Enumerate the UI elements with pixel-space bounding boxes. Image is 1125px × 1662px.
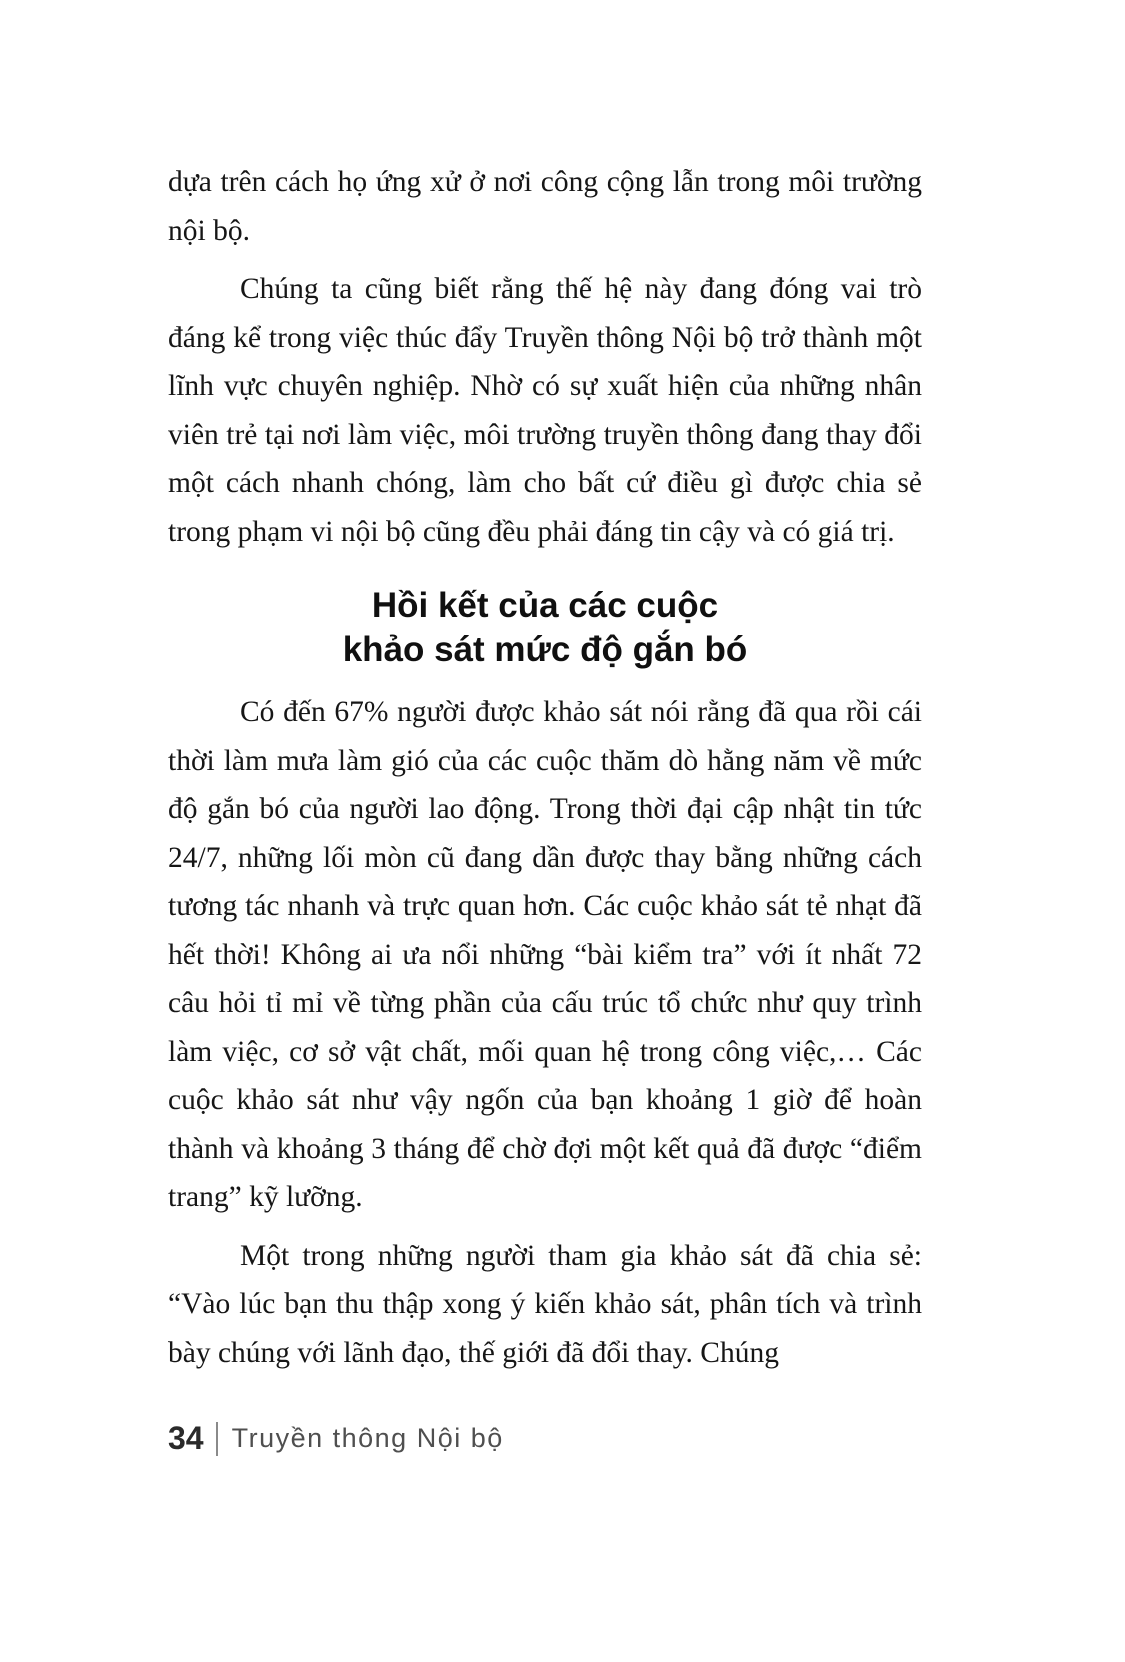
book-title: Truyền thông Nội bộ <box>231 1423 504 1453</box>
paragraph: Một trong những người tham gia khảo sát đã chia sẻ: “Vào lúc bạn thu thập xong ý kiến khảo sát, phân tích và trình bày chúng với lãnh đạo, thế giới đã đổi thay. Chúng <box>168 1239 922 1369</box>
section-heading <box>168 584 922 672</box>
section-heading-line-2: khảo sát mức độ gắn bó <box>342 630 748 669</box>
section-heading-line-1: Hồi kết của các cuộc <box>371 586 719 625</box>
paragraph: Có đến 67% người được khảo sát nói rằng đã qua rồi cái thời làm mưa làm gió của các cuộc thăm dò hằng năm về mức độ gắn bó của người lao động. Trong thời đại cập nhật tin tức 24/7, những lối mòn cũ đang dần được thay bằng những cách tương tác nhanh và trực quan hơn. Các cuộc khảo sát tẻ nhạt đã hết thời! Không ai ưa nổi những “bài kiểm tra” với ít nhất 72 câu hỏi tỉ mỉ về từng phần của cấu trúc tổ chức như quy trình làm việc, cơ sở vật chất, mối quan hệ trong công việc,… Các cuộc khảo sát như vậy ngốn của bạn khoảng 1 giờ để hoàn thành và khoảng 3 tháng để chờ đợi một kết quả đã được “điểm trang” kỹ lưỡng. <box>168 696 922 1213</box>
page-number: 34 <box>168 1420 204 1456</box>
footer-separator <box>216 1422 218 1456</box>
page-footer <box>168 1420 504 1457</box>
paragraph-continuation: dựa trên cách họ ứng xử ở nơi công cộng lẫn trong môi trường nội bộ. <box>168 166 922 247</box>
text-block <box>168 158 922 1387</box>
paragraph: Chúng ta cũng biết rằng thế hệ này đang đóng vai trò đáng kể trong việc thúc đẩy Truyền thông Nội bộ trở thành một lĩnh vực chuyên nghiệp. Nhờ có sự xuất hiện của những nhân viên trẻ tại nơi làm việc, môi trường truyền thông đang thay đổi một cách nhanh chóng, làm cho bất cứ điều gì được chia sẻ trong phạm vi nội bộ cũng đều phải đáng tin cậy và có giá trị. <box>168 273 922 548</box>
